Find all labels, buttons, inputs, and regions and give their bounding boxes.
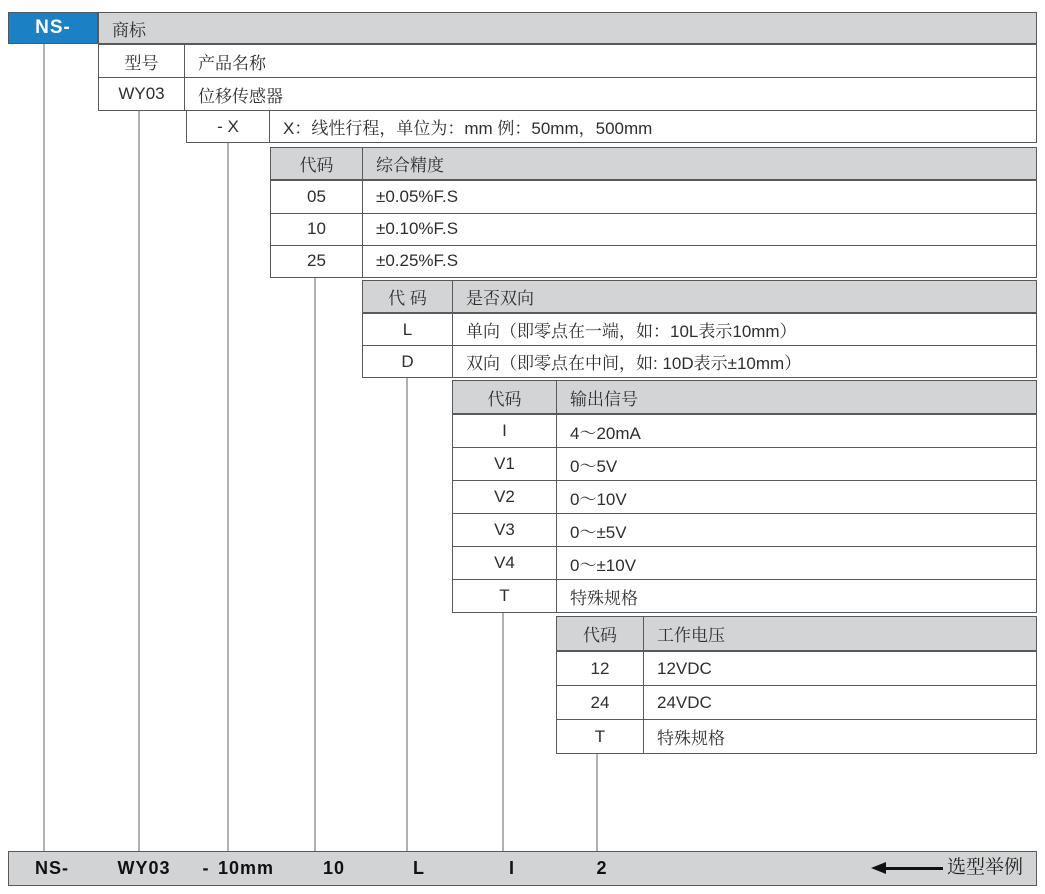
example-item-voltage: 2 [596, 858, 608, 878]
description-cell: 0～±10V [570, 555, 637, 575]
code-header-cell: 代码 [557, 617, 644, 650]
code-header-cell: 代码 [271, 148, 363, 179]
product-name-cell: 位移传感器 [198, 86, 283, 106]
table-row [557, 651, 1036, 685]
description-cell: 4～20mA [570, 423, 641, 443]
direction-table [362, 280, 1037, 378]
stroke-description-cell: X：线性行程，单位为：mm 例：50mm，500mm [283, 119, 653, 138]
description-header-cell: 是否双向 [466, 289, 534, 308]
description-cell: 双向（即零点在中间，如: 10D表示±10mm） [466, 354, 802, 373]
description-cell: 特殊规格 [570, 588, 638, 608]
table-row [557, 719, 1036, 753]
code-cell: 24 [557, 686, 644, 719]
description-cell: 0～10V [570, 489, 627, 509]
description-cell: 特殊规格 [657, 729, 725, 748]
left-arrow-icon [885, 867, 943, 870]
code-cell: L [363, 314, 453, 345]
selection-example-label: 选型举例 [947, 857, 1024, 878]
code-cell: V4 [453, 547, 557, 579]
code-cell: I [453, 415, 557, 447]
model-code-cell: WY03 [99, 78, 185, 110]
description-cell: 单向（即零点在一端，如：10L表示10mm） [466, 322, 797, 341]
example-bar [8, 851, 1037, 886]
voltage-table [556, 616, 1037, 754]
example-item-dash: - [202, 858, 210, 878]
description-cell: ±0.10%F.S [376, 219, 459, 239]
stroke-box [186, 110, 1037, 143]
table-row [271, 213, 1036, 245]
output-signal-table [452, 380, 1037, 613]
trademark-header-cell: 商标 [98, 12, 1037, 44]
code-cell: V3 [453, 514, 557, 546]
connector-line-voltage [596, 754, 598, 851]
example-item-signal: I [508, 858, 516, 878]
example-item-direction: L [413, 858, 425, 878]
example-item-accuracy: 10 [322, 858, 346, 878]
description-cell: 0～5V [570, 456, 618, 476]
table-row [557, 685, 1036, 719]
table-row [453, 513, 1036, 546]
code-cell: 10 [271, 214, 363, 245]
brand-prefix-cell: NS- [8, 12, 98, 44]
description-header-cell: 综合精度 [376, 156, 444, 176]
table-row [271, 245, 1036, 277]
table-row [453, 480, 1036, 513]
description-cell: ±0.25%F.S [376, 251, 459, 271]
description-cell: 0～±5V [570, 522, 627, 542]
code-cell: 25 [271, 246, 363, 277]
description-header-cell: 工作电压 [657, 626, 725, 645]
description-cell: ±0.05%F.S [376, 186, 459, 206]
left-arrow-head-icon [871, 862, 886, 874]
connector-line-direction [406, 378, 408, 851]
code-header-cell: 代 码 [363, 281, 453, 312]
example-item-brand: NS- [35, 858, 69, 878]
table-row [453, 579, 1036, 612]
table-header-row [557, 617, 1036, 651]
example-item-stroke: 10mm [217, 858, 275, 878]
table-header-row [271, 148, 1036, 180]
description-cell: 24VDC [657, 692, 712, 712]
code-cell: T [557, 720, 644, 753]
accuracy-table [270, 147, 1037, 278]
connector-line-stroke [227, 142, 229, 851]
model-box [98, 44, 1037, 111]
connector-line-brand [43, 43, 45, 851]
table-row [453, 546, 1036, 579]
code-cell: 05 [271, 181, 363, 212]
table-row [453, 447, 1036, 480]
table-row [271, 180, 1036, 212]
model-header-row [99, 45, 1036, 77]
table-header-row [453, 381, 1036, 414]
code-cell: D [363, 346, 453, 377]
connector-line-output-signal [502, 613, 504, 851]
product-name-label-cell: 产品名称 [198, 53, 266, 73]
code-cell: V2 [453, 481, 557, 513]
table-row [363, 345, 1036, 377]
example-item-model: WY03 [117, 858, 171, 878]
model-label-cell: 型号 [99, 45, 185, 77]
connector-line-accuracy [314, 278, 316, 851]
connector-line-model [138, 111, 140, 851]
code-cell: 12 [557, 652, 644, 685]
code-cell: V1 [453, 448, 557, 480]
stroke-code-cell: - X [187, 111, 270, 142]
table-header-row [363, 281, 1036, 313]
description-header-cell: 输出信号 [570, 389, 638, 409]
table-row [363, 313, 1036, 345]
description-cell: 12VDC [657, 658, 712, 678]
model-value-row [99, 77, 1036, 110]
stroke-row [187, 111, 1036, 142]
code-header-cell: 代码 [453, 381, 557, 413]
code-cell: T [453, 580, 557, 612]
table-row [453, 414, 1036, 447]
